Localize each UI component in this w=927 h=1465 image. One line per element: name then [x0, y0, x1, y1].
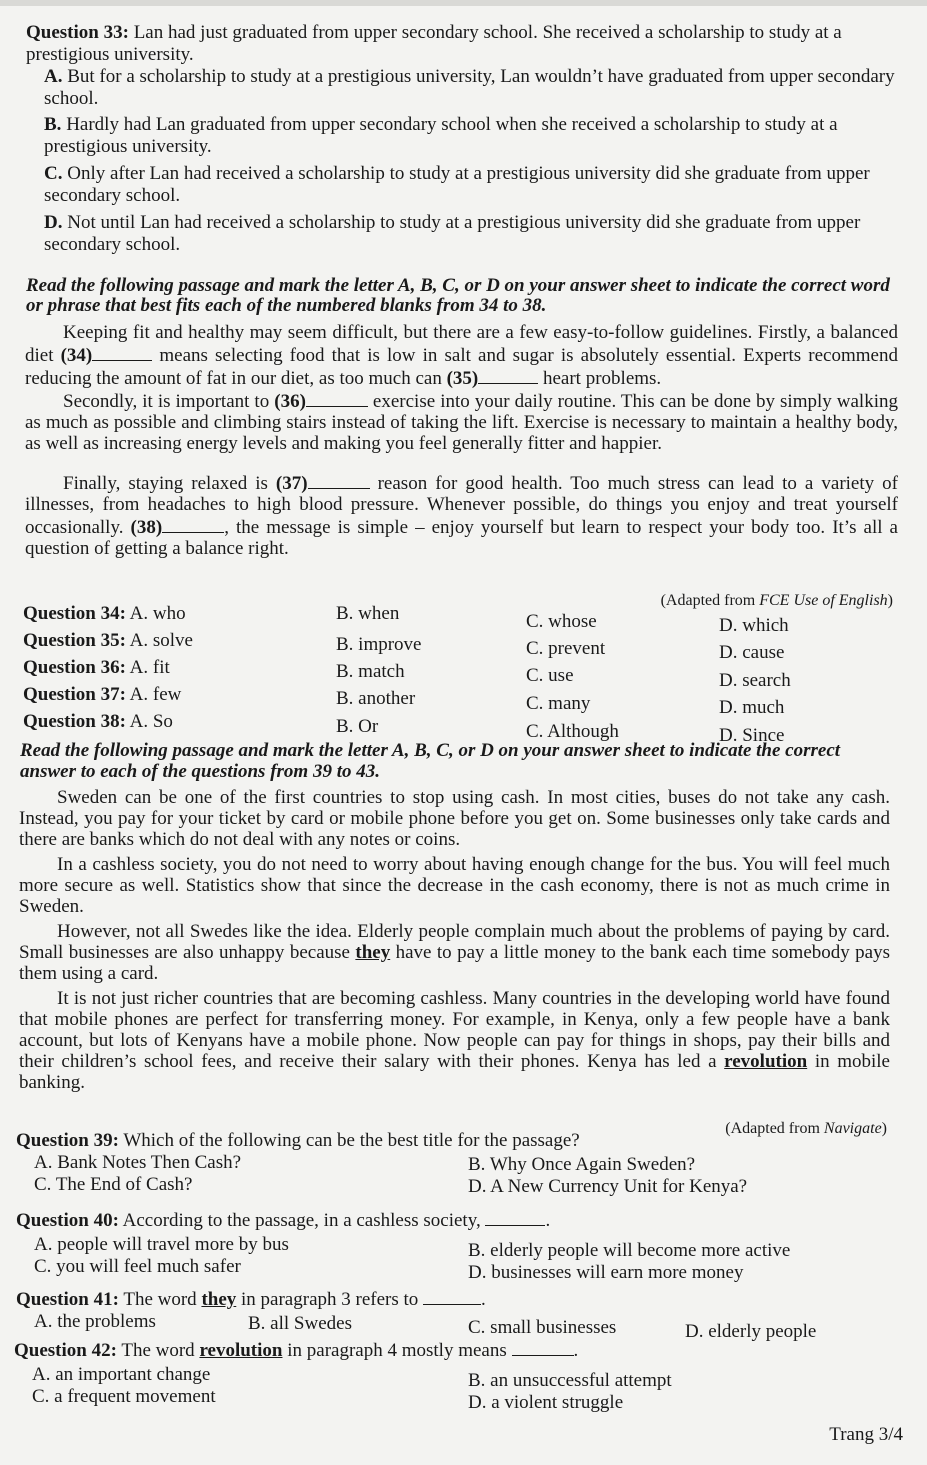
question-39-text: Which of the following can be the best title for the passage? [118, 1130, 580, 1151]
option-b: B. improve [336, 634, 422, 655]
q40-option-b: B. elderly people will become more active [468, 1240, 791, 1261]
option-b: B. when [336, 603, 400, 624]
passage-1-text: means selecting food that is low in salt and sugar is absolutely essential. Experts recommend reducing the amount of fat in our diet, as too much can [25, 345, 898, 389]
options-34-label [23, 603, 186, 625]
q40-option-a: A. people will travel more by bus [34, 1234, 289, 1255]
options-row-34 [23, 603, 903, 636]
question-42-stem [14, 1338, 894, 1362]
question-41-stem [16, 1287, 896, 1311]
question-42-end: . [573, 1340, 579, 1361]
blank-35 [478, 366, 538, 384]
option-letter: C. [44, 163, 68, 184]
question-40-end: . [545, 1210, 551, 1231]
passage-1 [25, 322, 898, 559]
source-1-prefix: (Adapted from [660, 592, 760, 609]
option-b: B. another [336, 688, 416, 709]
question-42 [14, 1338, 894, 1413]
passage-1-paragraph-2 [25, 389, 898, 454]
passage-1-paragraph-3 [25, 471, 898, 559]
passage-2-text: in mobile banking. [19, 1051, 890, 1093]
question-42-label: Question 42: [14, 1340, 117, 1361]
question-33-text: Lan had just graduated from upper secondary school. She received a scholarship to study at a prestigious university. [26, 22, 842, 65]
passage-2-paragraph-1: Sweden can be one of the first countries to stop using cash. In most cities, buses do not take any cash. Instead, you pay for your ticket by card or mobile phone before you get on. Some businesses only take cards and there are banks which do not deal with any notes or coins. [19, 787, 890, 850]
options-37-label [23, 684, 181, 706]
q33-option-d [26, 212, 900, 256]
options-row-36 [23, 657, 903, 691]
blank-37-number: (37) [275, 473, 308, 494]
option-a: A. So [129, 711, 173, 732]
option-question-label: Question 35: [23, 630, 126, 651]
question-33 [26, 22, 900, 256]
question-33-stem [26, 22, 900, 66]
question-41-keyword: they [201, 1289, 237, 1310]
blank-35-number: (35) [446, 368, 479, 389]
option-letter: A. [44, 66, 68, 87]
blank-38 [162, 515, 224, 533]
question-41-text: in paragraph 3 refers to [236, 1289, 424, 1310]
blank-41 [423, 1287, 481, 1305]
option-a: A. few [129, 684, 182, 705]
instruction-39-43: Read the following passage and mark the letter A, B, C, or D on your answer sheet to indicate the correct answer to each of the questions from 39 to 43. [20, 740, 841, 782]
underlined-word-revolution: revolution [724, 1051, 808, 1072]
q41-option-a: A. the problems [34, 1311, 156, 1332]
option-question-label: Question 37: [23, 684, 126, 705]
question-41-label: Question 41: [16, 1289, 119, 1310]
option-letter: D. [44, 212, 68, 233]
blank-34-number: (34) [60, 345, 93, 366]
question-41-end: . [481, 1289, 486, 1310]
passage-2-text: However, not all Swedes like the idea. Elderly people complain much about the problems of paying by card. Small businesses are also unhappy because [19, 921, 890, 963]
question-40 [16, 1208, 896, 1283]
page-number: Trang 3/4 [829, 1424, 903, 1445]
option-d: D. cause [719, 642, 785, 663]
question-39 [16, 1130, 896, 1196]
passage-2-paragraph-4 [19, 988, 890, 1093]
option-d: D. search [719, 670, 791, 691]
option-d: D. which [719, 615, 789, 636]
q33-option-b-text: Hardly had Lan graduated from upper secondary school when she received a scholarship to study at a prestigious university. [44, 114, 838, 157]
source-1-title: FCE Use of English [759, 592, 888, 609]
q40-option-d: D. businesses will earn more money [468, 1262, 744, 1283]
question-40-options [16, 1232, 896, 1283]
q39-option-d: D. A New Currency Unit for Kenya? [468, 1176, 748, 1197]
passage-1-text: Finally, staying relaxed is [63, 473, 276, 494]
q42-option-c: C. a frequent movement [32, 1386, 216, 1407]
option-b: B. Or [336, 716, 379, 737]
q42-option-d: D. a violent struggle [468, 1392, 624, 1413]
question-40-text: According to the passage, in a cashless society, [118, 1210, 486, 1231]
options-row-38 [23, 711, 903, 746]
source-2-prefix: (Adapted from [725, 1120, 824, 1137]
question-42-keyword: revolution [199, 1340, 283, 1361]
passage-1-text: Keeping fit and healthy may seem difficult, but there are a few easy-to-follow guidelines. Firstly, a balanced diet [25, 322, 898, 366]
q41-option-c: C. small businesses [468, 1317, 617, 1338]
option-question-label: Question 38: [23, 711, 126, 732]
option-c: C. use [526, 665, 574, 686]
options-36-label [23, 657, 170, 679]
question-41-options [16, 1311, 896, 1342]
option-d: D. Since [719, 725, 785, 746]
blank-36 [306, 389, 368, 407]
passage-2-text: It is not just richer countries that are becoming cashless. Many countries in the developing world have found that mobile phones are perfect for transferring money. For example, in Kenya, only a few people have a bank account, but lots of Kenyans have a mobile phone. Now people can pay for things in shops, pay their bills and their children’s school fees, and receive their salary with their phones. Kenya has led a [19, 988, 890, 1072]
blank-34 [92, 343, 152, 361]
options-38-label [23, 711, 173, 733]
question-39-options [16, 1152, 896, 1196]
passage-1-paragraph-1 [25, 322, 898, 389]
q41-option-d: D. elderly people [685, 1321, 817, 1342]
passage-1-text: , the message is simple – enjoy yourself but learn to respect your body too. It’s all a question of getting a balance right. [25, 517, 898, 559]
option-c: C. many [526, 693, 591, 714]
blank-42 [512, 1338, 574, 1356]
blank-37 [308, 471, 370, 489]
question-40-label: Question 40: [16, 1210, 119, 1231]
underlined-word-they: they [355, 942, 391, 963]
blank-36-number: (36) [274, 391, 306, 412]
q33-option-b [26, 114, 900, 158]
passage-2 [19, 787, 890, 1093]
options-35-label [23, 630, 193, 652]
question-41 [16, 1287, 896, 1342]
q33-option-d-text: Not until Lan had received a scholarship to study at a prestigious university did she graduate from upper secondary school. [44, 212, 861, 255]
option-c: C. prevent [526, 638, 606, 659]
option-d: D. much [719, 697, 785, 718]
q39-option-c: C. The End of Cash? [34, 1174, 193, 1195]
q40-option-c: C. you will feel much safer [34, 1256, 241, 1277]
option-a: A. fit [129, 657, 170, 678]
q33-option-a-text: But for a scholarship to study at a prestigious university, Lan wouldn’t have graduated from upper secondary school. [44, 66, 895, 109]
option-a: A. solve [129, 630, 193, 651]
option-b: B. match [336, 661, 405, 682]
passage-2-paragraph-2: In a cashless society, you do not need to worry about having enough change for the bus. You will feel much more secure as well. Statistics show that since the decrease in the cash economy, there is not as much crime in Sweden. [19, 854, 890, 917]
scan-top-edge [0, 0, 927, 6]
question-40-stem [16, 1208, 896, 1232]
q39-option-b: B. Why Once Again Sweden? [468, 1154, 696, 1175]
q33-option-c-text: Only after Lan had received a scholarship to study at a prestigious university did she graduate from upper secondary school. [44, 163, 870, 206]
option-c: C. whose [526, 611, 597, 632]
q33-option-c [26, 163, 900, 207]
question-42-text: The word [116, 1340, 200, 1361]
q33-option-a [26, 66, 900, 110]
question-33-label: Question 33: [26, 22, 129, 43]
options-row-35 [23, 630, 903, 663]
option-letter: B. [44, 114, 67, 135]
blank-40 [485, 1208, 545, 1226]
source-2-title: Navigate [823, 1120, 882, 1137]
option-question-label: Question 36: [23, 657, 126, 678]
q42-option-a: A. an important change [32, 1364, 211, 1385]
options-row-37 [23, 684, 903, 718]
blank-38-number: (38) [130, 517, 163, 538]
question-39-stem [16, 1130, 896, 1152]
question-42-options [14, 1362, 894, 1413]
passage-1-text: Secondly, it is important to [63, 391, 275, 412]
q39-option-a: A. Bank Notes Then Cash? [34, 1152, 242, 1173]
instruction-34-38: Read the following passage and mark the letter A, B, C, or D on your answer sheet to indicate the correct word or phrase that best fits each of the numbered blanks from 34 to 38. [26, 275, 890, 316]
option-question-label: Question 34: [23, 603, 126, 624]
question-39-label: Question 39: [16, 1130, 119, 1151]
option-c: C. Although [526, 721, 619, 742]
passage-1-text: heart problems. [538, 368, 662, 389]
q42-option-b: B. an unsuccessful attempt [468, 1370, 672, 1391]
question-42-text: in paragraph 4 mostly means [282, 1340, 512, 1361]
q41-option-b: B. all Swedes [248, 1313, 352, 1334]
source-1-suffix: ) [887, 592, 893, 609]
passage-1-text: reason for good health. Too much stress can lead to a variety of illnesses, from headaches to high blood pressure. Whenever possible, do things you enjoy and treat yourself occasionally. [25, 473, 898, 538]
passage-2-text: have to pay a little money to the bank each time somebody pays them using a card. [19, 942, 890, 984]
passage-2-paragraph-3 [19, 921, 890, 984]
question-41-text: The word [118, 1289, 202, 1310]
source-2-suffix: ) [881, 1120, 887, 1137]
passage-1-text: exercise into your daily routine. This can be done by simply walking as much as possible and climbing stairs instead of taking the lift. Exercise is necessary to maintain a healthy body, as well as increasing energy levels and making you feel generally fitter and happier. [25, 391, 898, 454]
option-a: A. who [129, 603, 186, 624]
